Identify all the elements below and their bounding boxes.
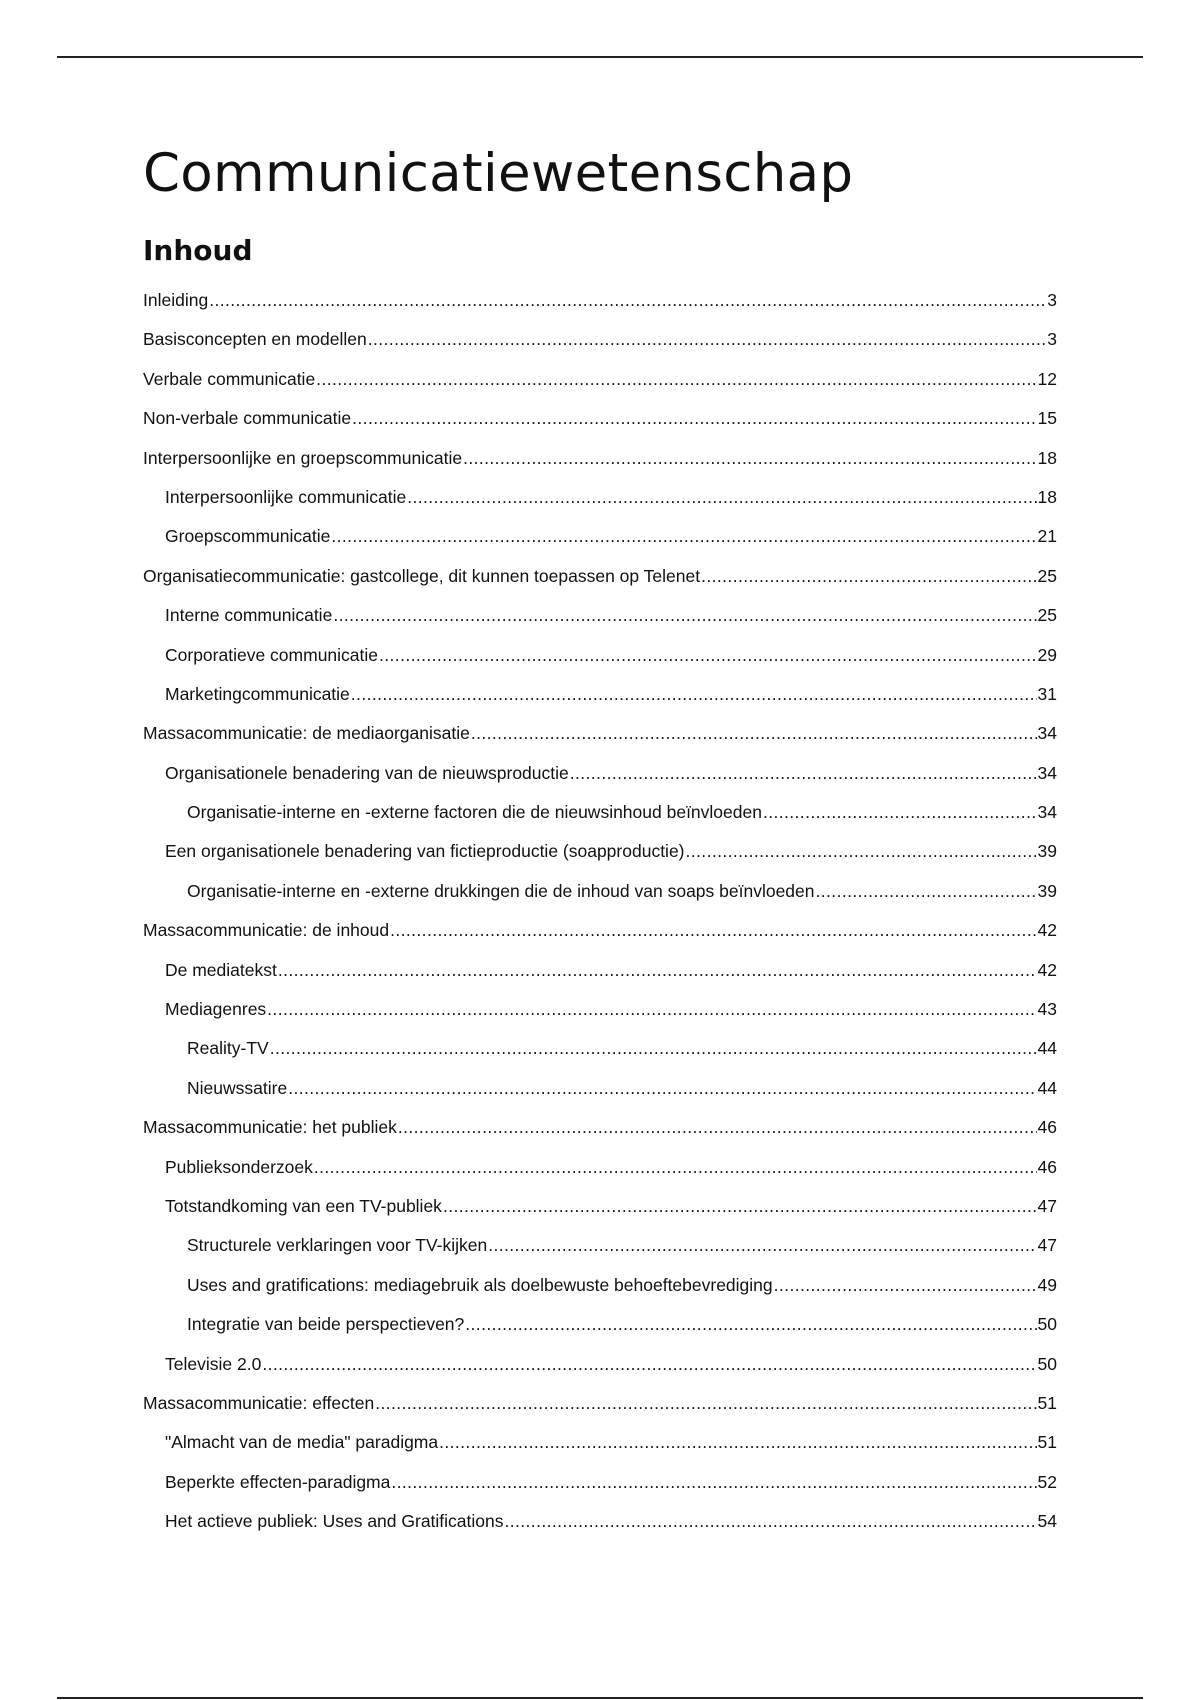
toc-entry[interactable] [143,320,1057,359]
document-title: Communicatiewetenschap [143,143,854,204]
toc-entry-title: Integratie van beide perspectieven? [187,1314,465,1335]
toc-page-number: 39 [1037,880,1057,901]
toc-dot-leader [391,1463,1036,1502]
toc-entry-title: Groepscommunicatie [165,526,331,547]
toc-page-number: 25 [1037,565,1057,586]
toc-page-number: 3 [1047,290,1057,310]
toc-dot-leader [505,1502,1037,1541]
toc-page-number: 29 [1037,644,1057,665]
toc-entry-title: Verbale communicatie [143,368,316,389]
toc-entry-title: Massacommunicatie: de mediaorganisatie [143,723,470,744]
toc-dot-leader [439,1423,1036,1462]
toc-entry-title: Structurele verklaringen voor TV-kijken [187,1235,488,1256]
toc-dot-leader [390,911,1036,950]
toc-entry[interactable] [143,951,1057,990]
toc-entry[interactable] [143,832,1057,871]
toc-page-number: 39 [1037,841,1057,862]
toc-page-number: 47 [1037,1235,1057,1256]
toc-entry-title: Publieksonderzoek [165,1156,313,1177]
toc-dot-leader [774,1266,1037,1305]
toc-entry-title: Totstandkoming van een TV-publiek [165,1195,442,1216]
toc-entry[interactable] [143,517,1057,556]
toc-dot-leader [351,675,1037,714]
toc-entry-title: Beperkte effecten-paradigma [165,1471,391,1492]
toc-entry[interactable] [143,675,1057,714]
toc-dot-leader [398,1108,1037,1147]
toc-dot-leader [333,596,1036,635]
toc-page-number: 46 [1037,1156,1057,1177]
toc-entry[interactable] [143,399,1057,438]
toc-entry[interactable] [143,1148,1057,1187]
toc-dot-leader [488,1226,1036,1265]
toc-page-number: 52 [1037,1471,1057,1492]
toc-entry-title: Massacommunicatie: effecten [143,1392,375,1413]
header-rule [57,56,1143,58]
toc-entry[interactable] [143,636,1057,675]
toc-dot-leader [368,320,1047,359]
toc-entry[interactable] [143,911,1057,950]
toc-page-number: 46 [1037,1117,1057,1138]
toc-entry[interactable] [143,1305,1057,1344]
toc-page-number: 3 [1047,329,1057,350]
toc-page-number: 42 [1037,920,1057,941]
toc-entry[interactable] [143,1069,1057,1108]
toc-page-number: 18 [1037,486,1057,507]
toc-entry-title: Inleiding [143,290,209,310]
toc-entry[interactable] [143,872,1057,911]
toc-page-number: 15 [1037,408,1057,429]
toc-entry[interactable] [143,793,1057,832]
toc-entry-title: Organisatiecommunicatie: gastcollege, dit kunnen toepassen op Telenet [143,565,701,586]
toc-dot-leader [763,793,1037,832]
toc-page-number: 34 [1037,762,1057,783]
toc-entry[interactable] [143,990,1057,1029]
toc-entry[interactable] [143,1463,1057,1502]
toc-entry[interactable] [143,1345,1057,1384]
toc-entry-title: Corporatieve communicatie [165,644,379,665]
toc-entry-title: Basisconcepten en modellen [143,329,367,350]
toc-entry-title: Uses and gratifications: mediagebruik als doelbewuste behoeftebevrediging [187,1274,773,1295]
toc-page-number: 51 [1037,1432,1057,1453]
toc-entry-title: Non-verbale communicatie [143,408,352,429]
toc-dot-leader [379,636,1037,675]
toc-dot-leader [407,478,1036,517]
toc-page-number: 34 [1037,723,1057,744]
toc-entry[interactable] [143,1187,1057,1226]
toc-dot-leader [262,1345,1036,1384]
toc-entry-title: Het actieve publiek: Uses and Gratifications [165,1511,504,1532]
toc-page-number: 50 [1037,1314,1057,1335]
toc-dot-leader [352,399,1036,438]
toc-entry-title: Nieuwssatire [187,1077,288,1098]
toc-entry[interactable] [143,714,1057,753]
toc-dot-leader [570,754,1037,793]
toc-entry[interactable] [143,1029,1057,1068]
toc-page-number: 50 [1037,1353,1057,1374]
toc-entry-title: Interne communicatie [165,605,333,626]
toc-entry[interactable] [143,754,1057,793]
toc-heading: Inhoud [143,234,253,267]
toc-entry-title: "Almacht van de media" paradigma [165,1432,439,1453]
toc-page-number: 54 [1037,1511,1057,1532]
toc-dot-leader [816,872,1037,911]
toc-page-number: 44 [1037,1038,1057,1059]
toc-dot-leader [701,557,1036,596]
toc-entry[interactable] [143,439,1057,478]
toc-dot-leader [686,832,1037,871]
toc-entry[interactable] [143,281,1057,320]
toc-dot-leader [270,1029,1037,1068]
toc-entry-title: Een organisationele benadering van fictieproductie (soapproductie) [165,841,685,862]
toc-dot-leader [314,1148,1037,1187]
toc-entry-title: Marketingcommunicatie [165,683,350,704]
toc-page-number: 18 [1037,447,1057,468]
toc-page-number: 51 [1037,1392,1057,1413]
toc-dot-leader [463,439,1036,478]
toc-page-number: 49 [1037,1274,1057,1295]
toc-dot-leader [267,990,1036,1029]
toc-entry[interactable] [143,1108,1057,1147]
toc-entry[interactable] [143,360,1057,399]
toc-entry[interactable] [143,1226,1057,1265]
toc-dot-leader [465,1305,1036,1344]
toc-page-number: 42 [1037,959,1057,980]
toc-entry-title: De mediatekst [165,959,277,980]
toc-dot-leader [471,714,1037,753]
toc-entry[interactable] [143,1384,1057,1423]
toc-page-number: 21 [1037,526,1057,547]
toc-entry-title: Interpersoonlijke communicatie [165,486,407,507]
toc-entry-title: Interpersoonlijke en groepscommunicatie [143,447,463,468]
footer-rule [57,1697,1143,1699]
toc-entry-title: Organisationele benadering van de nieuwsproductie [165,762,569,783]
toc-entry-title: Organisatie-interne en -externe drukkingen die de inhoud van soaps beïnvloeden [187,880,815,901]
toc-entry[interactable] [143,1266,1057,1305]
toc-entry-title: Organisatie-interne en -externe factoren die de nieuwsinhoud beïnvloeden [187,802,762,823]
toc-entry-title: Televisie 2.0 [165,1353,262,1374]
toc-dot-leader [443,1187,1037,1226]
toc-entry[interactable] [143,596,1057,635]
toc-dot-leader [209,281,1046,320]
toc-page-number: 43 [1037,999,1057,1020]
toc-page-number: 44 [1037,1077,1057,1098]
toc-entry-title: Reality-TV [187,1038,269,1059]
toc-page-number: 25 [1037,605,1057,626]
toc-page-number: 34 [1037,802,1057,823]
toc-entry[interactable] [143,557,1057,596]
toc-page-number: 31 [1037,683,1057,704]
toc-page-number: 12 [1037,368,1057,389]
toc-dot-leader [288,1069,1036,1108]
toc-entry[interactable] [143,1423,1057,1462]
table-of-contents [143,281,1057,1542]
toc-dot-leader [278,951,1037,990]
toc-page-number: 47 [1037,1195,1057,1216]
toc-dot-leader [375,1384,1036,1423]
toc-entry-title: Mediagenres [165,999,267,1020]
toc-entry[interactable] [143,478,1057,517]
toc-entry-title: Massacommunicatie: het publiek [143,1117,397,1138]
toc-dot-leader [316,360,1036,399]
toc-entry[interactable] [143,1502,1057,1541]
toc-dot-leader [331,517,1036,556]
toc-entry-title: Massacommunicatie: de inhoud [143,920,390,941]
